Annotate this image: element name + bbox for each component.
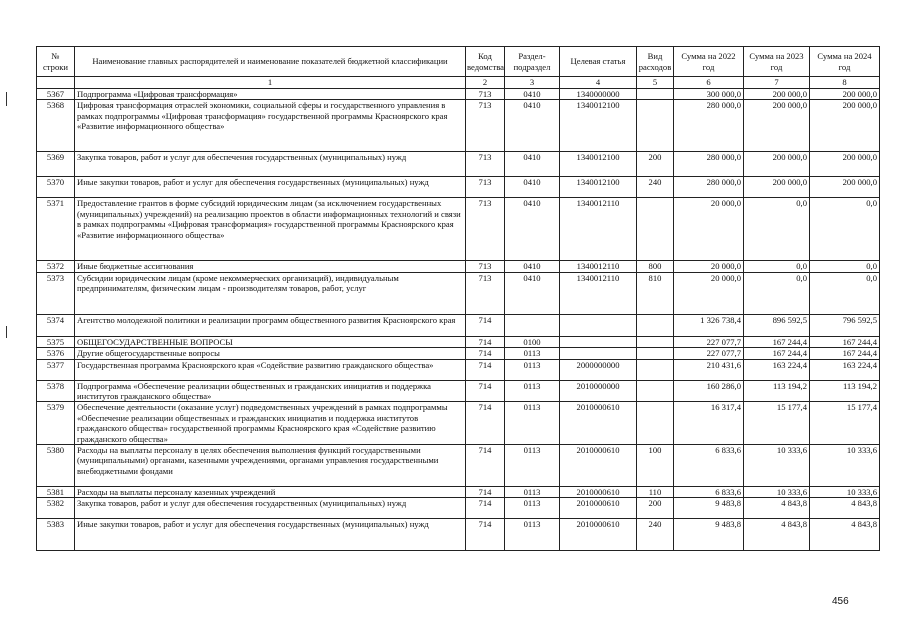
row-target: 2010000610 — [560, 445, 637, 487]
row-dept-code: 714 — [466, 519, 505, 551]
table-row — [37, 498, 880, 519]
row-sum-2022: 280 000,0 — [674, 177, 744, 198]
row-name: Закупка товаров, работ и услуг для обеспечения государственных (муниципальных) нужд — [75, 152, 466, 177]
row-dept-code: 713 — [466, 100, 505, 152]
row-sum-2022: 9 483,8 — [674, 498, 744, 519]
table-row — [37, 445, 880, 487]
row-name: Обеспечение деятельности (оказание услуг) подведомственных учреждений в рамках подпрограммы «Обеспечение реализации общественных и гражданских инициатив и поддержка институтов гражданского общества» государственной программы Красноярского края «Содействие развитию гражданского общества» — [75, 402, 466, 445]
row-section: 0113 — [505, 445, 560, 487]
row-sum-2022: 20 000,0 — [674, 198, 744, 261]
header-sum-2024: Сумма на 2024 год — [810, 47, 880, 77]
column-number: 6 — [674, 77, 744, 89]
row-target: 2010000000 — [560, 380, 637, 402]
row-exp-type: 240 — [637, 177, 674, 198]
row-name: Субсидии юридическим лицам (кроме некоммерческих организаций), индивидуальным предпринимателям, физическим лицам - производителям товаров, работ, услуг — [75, 272, 466, 314]
row-target: 1340012100 — [560, 152, 637, 177]
row-number: 5378 — [37, 380, 75, 402]
row-dept-code: 713 — [466, 89, 505, 100]
row-dept-code: 713 — [466, 198, 505, 261]
row-section: 0113 — [505, 359, 560, 380]
row-sum-2023: 163 224,4 — [744, 359, 810, 380]
row-sum-2023: 0,0 — [744, 272, 810, 314]
row-sum-2024: 200 000,0 — [810, 100, 880, 152]
row-dept-code: 714 — [466, 336, 505, 347]
table-row — [37, 487, 880, 498]
row-exp-type: 200 — [637, 498, 674, 519]
row-sum-2024: 10 333,6 — [810, 445, 880, 487]
row-sum-2023: 200 000,0 — [744, 177, 810, 198]
row-name: Расходы на выплаты персоналу в целях обеспечения выполнения функций государственными (муниципальными) органами, казенными учреждениями, органами управления государственными внебюджетными фондами — [75, 445, 466, 487]
row-sum-2023: 0,0 — [744, 198, 810, 261]
column-number: 5 — [637, 77, 674, 89]
row-target: 2010000610 — [560, 402, 637, 445]
row-exp-type — [637, 380, 674, 402]
row-exp-type — [637, 359, 674, 380]
row-sum-2022: 227 077,7 — [674, 336, 744, 347]
column-number — [37, 77, 75, 89]
row-dept-code: 714 — [466, 445, 505, 487]
row-sum-2023: 200 000,0 — [744, 100, 810, 152]
row-exp-type — [637, 198, 674, 261]
table-row — [37, 402, 880, 445]
row-name: Другие общегосударственные вопросы — [75, 348, 466, 359]
row-sum-2024: 4 843,8 — [810, 498, 880, 519]
row-sum-2022: 6 833,6 — [674, 445, 744, 487]
row-section: 0113 — [505, 380, 560, 402]
row-target: 1340012110 — [560, 272, 637, 314]
row-dept-code: 714 — [466, 348, 505, 359]
row-section: 0113 — [505, 402, 560, 445]
row-exp-type: 800 — [637, 261, 674, 272]
row-name: Предоставление грантов в форме субсидий юридическим лицам (за исключением государственных (муниципальных) учреждений) на реализацию проектов в области информационных технологий и связи в рамках подпрограммы «Цифровая трансформация» государственной программы Красноярского края «Развитие информационного общества» — [75, 198, 466, 261]
row-section — [505, 314, 560, 336]
row-sum-2022: 6 833,6 — [674, 487, 744, 498]
row-name: Иные бюджетные ассигнования — [75, 261, 466, 272]
header-target: Целевая статья — [560, 47, 637, 77]
row-number: 5376 — [37, 348, 75, 359]
row-number: 5372 — [37, 261, 75, 272]
table-row — [37, 89, 880, 100]
row-target: 1340012110 — [560, 261, 637, 272]
row-sum-2022: 1 326 738,4 — [674, 314, 744, 336]
row-sum-2022: 300 000,0 — [674, 89, 744, 100]
row-number: 5380 — [37, 445, 75, 487]
row-sum-2022: 280 000,0 — [674, 100, 744, 152]
row-section: 0410 — [505, 100, 560, 152]
row-sum-2022: 20 000,0 — [674, 272, 744, 314]
row-exp-type — [637, 402, 674, 445]
row-exp-type: 110 — [637, 487, 674, 498]
row-sum-2024: 200 000,0 — [810, 152, 880, 177]
row-name: Подпрограмма «Обеспечение реализации общественных и гражданских инициатив и поддержка институтов гражданского общества» — [75, 380, 466, 402]
row-sum-2023: 10 333,6 — [744, 445, 810, 487]
row-sum-2024: 113 194,2 — [810, 380, 880, 402]
row-section: 0410 — [505, 272, 560, 314]
row-target — [560, 348, 637, 359]
page-number: 456 — [832, 596, 849, 607]
row-exp-type — [637, 89, 674, 100]
row-sum-2022: 20 000,0 — [674, 261, 744, 272]
row-dept-code: 713 — [466, 152, 505, 177]
row-exp-type — [637, 336, 674, 347]
row-target: 1340012100 — [560, 100, 637, 152]
header-sum-2022: Сумма на 2022 год — [674, 47, 744, 77]
table-row — [37, 272, 880, 314]
column-number-row — [37, 77, 880, 89]
header-sum-2023: Сумма на 2023 год — [744, 47, 810, 77]
row-exp-type: 240 — [637, 519, 674, 551]
row-dept-code: 714 — [466, 359, 505, 380]
budget-table — [36, 46, 880, 551]
row-sum-2022: 160 286,0 — [674, 380, 744, 402]
row-dept-code: 713 — [466, 261, 505, 272]
row-name: Иные закупки товаров, работ и услуг для обеспечения государственных (муниципальных) нужд — [75, 519, 466, 551]
row-exp-type: 200 — [637, 152, 674, 177]
table-row — [37, 261, 880, 272]
row-sum-2023: 113 194,2 — [744, 380, 810, 402]
row-sum-2022: 280 000,0 — [674, 152, 744, 177]
row-target: 2000000000 — [560, 359, 637, 380]
header-row — [37, 47, 880, 77]
header-name: Наименование главных распорядителей и наименование показателей бюджетной классификации — [75, 47, 466, 77]
row-dept-code: 714 — [466, 314, 505, 336]
row-number: 5375 — [37, 336, 75, 347]
row-sum-2024: 167 244,4 — [810, 336, 880, 347]
row-sum-2023: 15 177,4 — [744, 402, 810, 445]
row-sum-2023: 200 000,0 — [744, 89, 810, 100]
row-sum-2023: 0,0 — [744, 261, 810, 272]
row-target: 1340000000 — [560, 89, 637, 100]
row-name: Закупка товаров, работ и услуг для обеспечения государственных (муниципальных) нужд — [75, 498, 466, 519]
row-section: 0113 — [505, 519, 560, 551]
row-sum-2023: 896 592,5 — [744, 314, 810, 336]
row-sum-2024: 15 177,4 — [810, 402, 880, 445]
row-sum-2024: 796 592,5 — [810, 314, 880, 336]
row-section: 0113 — [505, 348, 560, 359]
column-number: 1 — [75, 77, 466, 89]
column-number: 7 — [744, 77, 810, 89]
row-sum-2023: 200 000,0 — [744, 152, 810, 177]
table-row — [37, 348, 880, 359]
table-row — [37, 359, 880, 380]
row-number: 5377 — [37, 359, 75, 380]
row-sum-2024: 163 224,4 — [810, 359, 880, 380]
row-section: 0100 — [505, 336, 560, 347]
row-sum-2024: 0,0 — [810, 198, 880, 261]
row-exp-type — [637, 314, 674, 336]
row-section: 0410 — [505, 198, 560, 261]
table-row — [37, 314, 880, 336]
row-number: 5369 — [37, 152, 75, 177]
header-section: Раздел-подраздел — [505, 47, 560, 77]
row-number: 5371 — [37, 198, 75, 261]
row-section: 0410 — [505, 177, 560, 198]
column-number: 4 — [560, 77, 637, 89]
margin-mark — [6, 92, 7, 106]
row-sum-2024: 200 000,0 — [810, 89, 880, 100]
row-sum-2023: 10 333,6 — [744, 487, 810, 498]
row-target: 2010000610 — [560, 487, 637, 498]
row-section: 0410 — [505, 261, 560, 272]
row-dept-code: 713 — [466, 177, 505, 198]
row-sum-2022: 210 431,6 — [674, 359, 744, 380]
row-name: Цифровая трансформация отраслей экономики, социальной сферы и государственного управления в рамках подпрограммы «Цифровая трансформация» государственной программы Красноярского края «Развитие информационного общества» — [75, 100, 466, 152]
header-row-no: № строки — [37, 47, 75, 77]
row-number: 5383 — [37, 519, 75, 551]
row-target: 1340012110 — [560, 198, 637, 261]
row-name: Подпрограмма «Цифровая трансформация» — [75, 89, 466, 100]
row-exp-type — [637, 100, 674, 152]
table-row — [37, 100, 880, 152]
row-section: 0410 — [505, 89, 560, 100]
row-number: 5373 — [37, 272, 75, 314]
row-name: Агентство молодежной политики и реализации программ общественного развития Красноярского края — [75, 314, 466, 336]
margin-mark — [6, 326, 7, 338]
row-sum-2022: 227 077,7 — [674, 348, 744, 359]
column-number: 3 — [505, 77, 560, 89]
row-sum-2024: 167 244,4 — [810, 348, 880, 359]
row-exp-type — [637, 348, 674, 359]
row-section: 0113 — [505, 487, 560, 498]
column-number: 8 — [810, 77, 880, 89]
table-row — [37, 519, 880, 551]
row-number: 5381 — [37, 487, 75, 498]
row-number: 5368 — [37, 100, 75, 152]
row-exp-type: 810 — [637, 272, 674, 314]
row-dept-code: 714 — [466, 380, 505, 402]
row-sum-2024: 200 000,0 — [810, 177, 880, 198]
row-dept-code: 714 — [466, 498, 505, 519]
row-number: 5370 — [37, 177, 75, 198]
row-dept-code: 714 — [466, 487, 505, 498]
row-sum-2024: 0,0 — [810, 261, 880, 272]
row-number: 5367 — [37, 89, 75, 100]
header-dept-code: Код ведомства — [466, 47, 505, 77]
row-name: Государственная программа Красноярского края «Содействие развитию гражданского общества» — [75, 359, 466, 380]
column-number: 2 — [466, 77, 505, 89]
row-section: 0410 — [505, 152, 560, 177]
row-section: 0113 — [505, 498, 560, 519]
table-row — [37, 152, 880, 177]
row-number: 5382 — [37, 498, 75, 519]
row-name: Расходы на выплаты персоналу казенных учреждений — [75, 487, 466, 498]
header-exp-type: Вид расходов — [637, 47, 674, 77]
row-exp-type: 100 — [637, 445, 674, 487]
table-row — [37, 177, 880, 198]
row-name: Иные закупки товаров, работ и услуг для обеспечения государственных (муниципальных) нужд — [75, 177, 466, 198]
row-number: 5379 — [37, 402, 75, 445]
table-row — [37, 380, 880, 402]
row-sum-2024: 0,0 — [810, 272, 880, 314]
row-target — [560, 314, 637, 336]
row-sum-2023: 167 244,4 — [744, 336, 810, 347]
row-dept-code: 713 — [466, 272, 505, 314]
row-sum-2023: 167 244,4 — [744, 348, 810, 359]
row-sum-2024: 4 843,8 — [810, 519, 880, 551]
row-target: 1340012100 — [560, 177, 637, 198]
row-target: 2010000610 — [560, 498, 637, 519]
row-target — [560, 336, 637, 347]
table-row — [37, 336, 880, 347]
row-sum-2023: 4 843,8 — [744, 498, 810, 519]
row-sum-2023: 4 843,8 — [744, 519, 810, 551]
row-sum-2022: 16 317,4 — [674, 402, 744, 445]
row-target: 2010000610 — [560, 519, 637, 551]
row-sum-2024: 10 333,6 — [810, 487, 880, 498]
row-dept-code: 714 — [466, 402, 505, 445]
row-number: 5374 — [37, 314, 75, 336]
row-name: ОБЩЕГОСУДАРСТВЕННЫЕ ВОПРОСЫ — [75, 336, 466, 347]
table-row — [37, 198, 880, 261]
row-sum-2022: 9 483,8 — [674, 519, 744, 551]
